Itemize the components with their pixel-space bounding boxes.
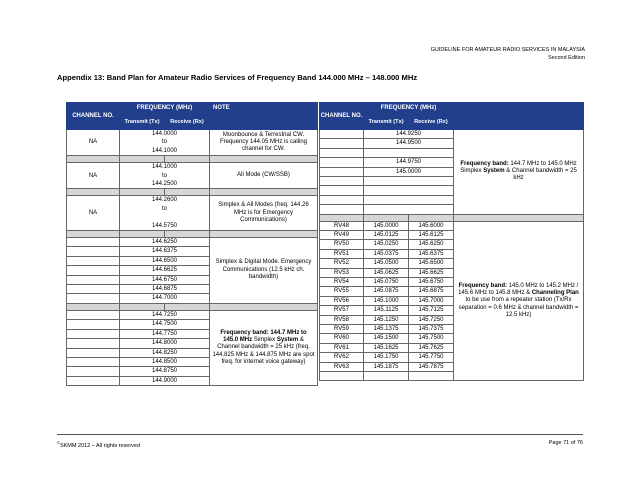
col-header-transmit: Transmit (Tx)	[120, 115, 165, 130]
freq-cell: 145.0000	[364, 167, 454, 176]
freq-cell: 144.5750	[120, 222, 210, 231]
channel-cell: RV56	[320, 296, 364, 305]
note-bold: Frequency band: 144.7 MHz to 145.0 MHz	[220, 329, 307, 343]
tx-cell: 145.1500	[364, 334, 409, 343]
channel-cell: RV51	[320, 249, 364, 258]
col-header-frequency: FREQUENCY (MHz)	[120, 103, 210, 115]
col-header-receive: Receive (Rx)	[165, 115, 210, 130]
channel-cell: RV52	[320, 259, 364, 268]
note-text: & Channel bandwidth = 25 kHz	[504, 168, 577, 182]
freq-cell: 144.7250	[120, 310, 210, 319]
channel-cell: RV49	[320, 230, 364, 239]
tx-cell: 145.0500	[364, 259, 409, 268]
page-title: Appendix 13: Band Plan for Amateur Radio Services of Frequency Band 144.000 MHz – 148.000 MHz	[57, 73, 418, 82]
tx-cell: 145.1750	[364, 353, 409, 362]
freq-cell: 144.1000	[120, 147, 210, 156]
freq-cell: 144.7000	[120, 294, 210, 303]
col-header-frequency: FREQUENCY (MHz)	[364, 103, 454, 115]
channel-cell: RV48	[320, 221, 364, 230]
col-header-channel: CHANNEL NO.	[320, 103, 364, 130]
freq-cell: 144.2500	[120, 180, 210, 189]
freq-cell: 144.7500	[120, 320, 210, 329]
channel-cell: RV55	[320, 287, 364, 296]
channel-cell: RV57	[320, 306, 364, 315]
freq-cell: 144.9750	[364, 158, 454, 167]
freq-cell: 144.8000	[120, 339, 210, 348]
rx-cell: 145.7750	[409, 353, 454, 362]
channel-cell: NA	[67, 196, 120, 231]
rx-cell: 145.6750	[409, 278, 454, 287]
channel-cell: RV53	[320, 268, 364, 277]
tx-cell: 145.1625	[364, 343, 409, 352]
tx-cell: 145.1875	[364, 362, 409, 371]
rx-cell: 145.7125	[409, 306, 454, 315]
header-line-2: Second Edition	[548, 55, 585, 61]
tx-cell: 145.1375	[364, 325, 409, 334]
freq-cell: 144.0000	[120, 130, 210, 139]
note-bold: System	[276, 336, 299, 343]
tx-cell: 145.1250	[364, 315, 409, 324]
rx-cell: 145.7375	[409, 325, 454, 334]
freq-cell: 144.6500	[120, 256, 210, 265]
tx-cell: 145.0000	[364, 221, 409, 230]
tx-cell: 145.1000	[364, 296, 409, 305]
col-header-transmit: Transmit (Tx)	[364, 115, 409, 130]
note-cell: Moonbounce & Terrestrial CW. Frequency 144.05 MHz is calling channel for CW.	[210, 130, 318, 156]
channel-cell: RV54	[320, 278, 364, 287]
channel-cell: RV60	[320, 334, 364, 343]
note-cell: Simplex & All Modes (freq. 144.26 MHz is for Emergency Communications)	[210, 196, 318, 231]
freq-cell: 144.9000	[120, 376, 210, 385]
note-cell: Simplex & Digital Mode. Emergency Communications (12.5 kHz ch. bandwidth)	[210, 238, 318, 304]
col-header-note	[454, 103, 584, 130]
tx-cell: 145.0250	[364, 240, 409, 249]
note-text: to be use from a repeater station (Tx/Rx separation = 0.6 MHz & channel bandwidth = 12.5 kHz)	[458, 297, 579, 319]
freq-cell: 144.8500	[120, 357, 210, 366]
note-cell	[454, 221, 584, 381]
rx-cell: 145.6000	[409, 221, 454, 230]
band-plan-table-right	[319, 102, 584, 381]
rx-cell: 145.6875	[409, 287, 454, 296]
note-text: 145.0 MHz to 145.2 MHz / 145.6 MHz to 145.8 MHz &	[458, 282, 579, 296]
note-bold: Channeling Plan	[531, 289, 579, 296]
freq-cell: to	[120, 205, 210, 213]
freq-cell: 144.2600	[120, 196, 210, 205]
freq-cell: 144.9500	[364, 139, 454, 148]
tx-cell: 145.0875	[364, 287, 409, 296]
note-text: 144.7 MHz to 145.0 MHz Simplex	[460, 160, 577, 175]
band-plan-table-left	[66, 102, 318, 386]
tx-cell: 145.0750	[364, 278, 409, 287]
copyright-text: SKMM 2012 – All rights reserved	[59, 442, 141, 449]
channel-cell: RV62	[320, 353, 364, 362]
note-bold: System	[483, 168, 505, 175]
freq-cell: to	[120, 172, 210, 180]
document-header	[431, 46, 585, 62]
note-bold: Frequency band:	[458, 282, 507, 289]
channel-cell: NA	[67, 163, 120, 189]
rx-cell: 145.7875	[409, 362, 454, 371]
note-cell: All Mode (CW/SSB)	[210, 163, 318, 189]
col-header-channel: CHANNEL NO.	[67, 103, 120, 130]
rx-cell: 145.7250	[409, 315, 454, 324]
freq-cell: 144.6875	[120, 285, 210, 294]
channel-cell: RV58	[320, 315, 364, 324]
rx-cell: 145.6625	[409, 268, 454, 277]
freq-cell: 144.9250	[364, 130, 454, 139]
tx-cell: 145.0375	[364, 249, 409, 258]
freq-cell: to	[120, 138, 210, 146]
freq-cell: 144.6250	[120, 238, 210, 247]
rx-cell: 145.6500	[409, 259, 454, 268]
note-text: & Channel bandwidth = 25 kHz (freq. 144.825 MHz & 144.875 MHz are spot freq. for internet voice gateway)	[212, 336, 315, 366]
footer-divider	[57, 434, 583, 435]
freq-cell: 144.8750	[120, 367, 210, 376]
rx-cell: 145.7625	[409, 343, 454, 352]
channel-cell: RV63	[320, 362, 364, 371]
freq-cell: 144.7750	[120, 329, 210, 338]
freq-cell: 144.6375	[120, 247, 210, 256]
freq-cell: 144.6750	[120, 275, 210, 284]
freq-cell: 144.8250	[120, 348, 210, 357]
rx-cell: 145.7500	[409, 334, 454, 343]
rx-cell: 145.6375	[409, 249, 454, 258]
tx-cell: 145.0625	[364, 268, 409, 277]
note-text: Simplex	[252, 336, 277, 343]
rx-cell: 145.6250	[409, 240, 454, 249]
rx-cell: 145.7000	[409, 296, 454, 305]
channel-cell: RV61	[320, 343, 364, 352]
footer-copyright	[57, 440, 140, 449]
freq-cell: 144.6625	[120, 266, 210, 275]
page-number: Page 71 of 76	[548, 440, 583, 446]
freq-cell: 144.1000	[120, 163, 210, 172]
note-bold: Frequency band:	[460, 160, 509, 167]
col-header-receive: Receive (Rx)	[409, 115, 454, 130]
note-cell	[454, 130, 584, 215]
channel-cell: RV59	[320, 325, 364, 334]
tx-cell: 145.1125	[364, 306, 409, 315]
channel-cell: NA	[67, 130, 120, 156]
tx-cell: 145.0125	[364, 230, 409, 239]
note-cell	[210, 310, 318, 385]
col-header-note: NOTE	[210, 103, 318, 130]
copyright-mark: ©	[57, 440, 60, 445]
rx-cell: 145.6125	[409, 230, 454, 239]
header-line-1: GUIDELINE FOR AMATEUR RADIO SERVICES IN MALAYSIA	[430, 47, 585, 53]
channel-cell: RV50	[320, 240, 364, 249]
